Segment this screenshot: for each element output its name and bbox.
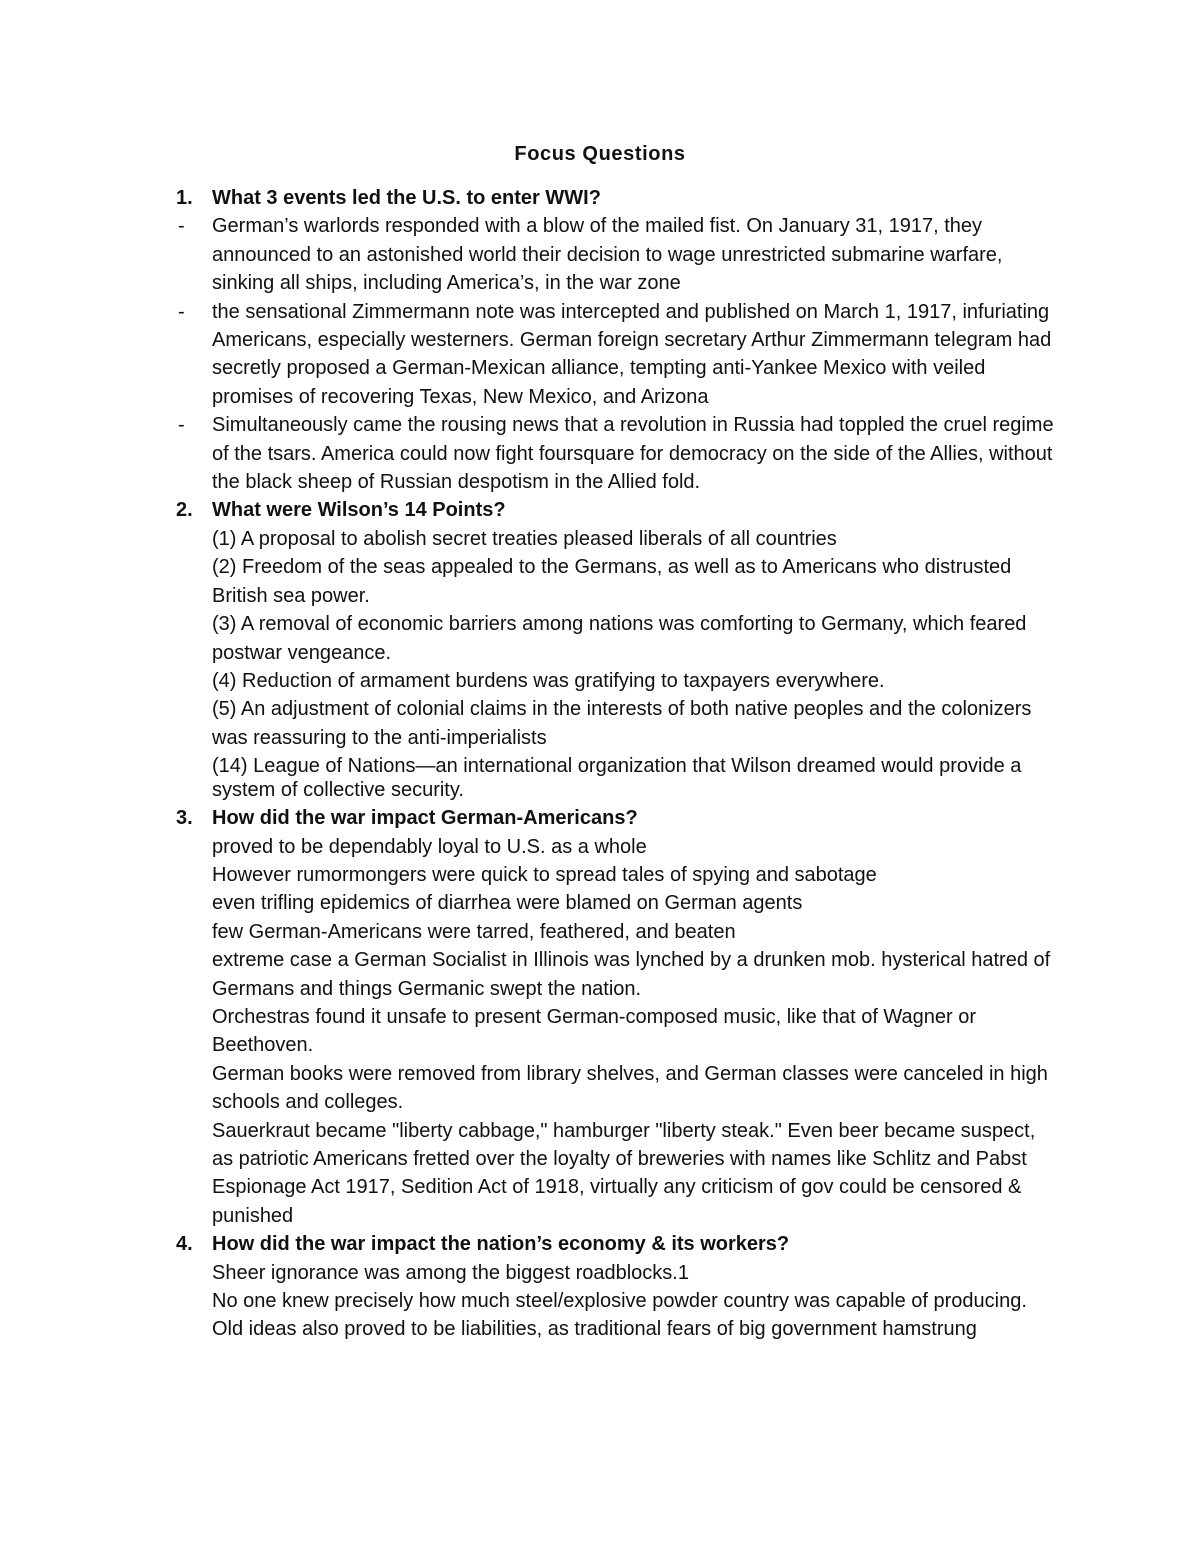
question-2 xyxy=(0,496,1200,524)
list-item: extreme case a German Socialist in Illinois was lynched by a drunken mob. hysterical hatred of Germans and things Germanic swept the nation. xyxy=(212,949,1051,1000)
list-item: Espionage Act 1917, Sedition Act of 1918, virtually any criticism of gov could be censored & punished xyxy=(212,1176,1022,1227)
list-item: proved to be dependably loyal to U.S. as a whole xyxy=(212,835,647,858)
list-item xyxy=(0,298,1200,412)
list-item xyxy=(0,212,1200,297)
dash-bullet: - xyxy=(178,414,185,437)
list-item: even trifling epidemics of diarrhea were blamed on German agents xyxy=(212,892,803,915)
bullet-text: Simultaneously came the rousing news that a revolution in Russia had toppled the cruel regime of the tsars. America could now fight foursquare for democracy on the side of the Allies, without the black sheep of Russian despotism in the Allied fold. xyxy=(212,414,1054,494)
list-item: Sheer ignorance was among the biggest roadblocks.1 xyxy=(212,1261,689,1284)
list-item: (2) Freedom of the seas appealed to the Germans, as well as to Americans who distrusted British sea power. xyxy=(212,556,1012,607)
list-item: Orchestras found it unsafe to present German-composed music, like that of Wagner or Beethoven. xyxy=(212,1005,977,1057)
question-number: 2. xyxy=(176,499,193,522)
list-item: Sauerkraut became "liberty cabbage," hamburger "liberty steak." Even beer became suspect, as patriotic Americans fretted over the loyalty of breweries with names like Schlitz and Pabst xyxy=(212,1119,1036,1170)
question-number: 1. xyxy=(176,187,193,209)
question-number: 3. xyxy=(176,807,193,830)
list-item: few German-Americans were tarred, feathered, and beaten xyxy=(212,920,736,943)
question-3 xyxy=(0,804,1200,832)
document-body xyxy=(0,184,1200,1344)
question-text: What were Wilson’s 14 Points? xyxy=(212,499,506,522)
bullet-text: German’s warlords responded with a blow of the mailed fist. On January 31, 1917, they announced to an astonished world their decision to wage unrestricted submarine warfare, sinking all ships, including America’s, in the war zone xyxy=(212,215,1003,295)
bullet-text: the sensational Zimmermann note was intercepted and published on March 1, 1917, infuriating Americans, especially westerners. German foreign secretary Arthur Zimmermann telegram had secretly proposed a German-Mexican alliance, tempting anti-Yankee Mexico with veiled promises of recovering Texas, New Mexico, and Arizona xyxy=(212,300,1052,408)
question-4 xyxy=(0,1230,1200,1258)
page-title: Focus Questions xyxy=(514,143,686,165)
question-number: 4. xyxy=(176,1233,193,1256)
question-1 xyxy=(0,184,1200,212)
list-item: German books were removed from library shelves, and German classes were canceled in high schools and colleges. xyxy=(212,1062,1048,1114)
question-text: How did the war impact the nation’s economy & its workers? xyxy=(212,1233,790,1256)
list-item: (1) A proposal to abolish secret treaties pleased liberals of all countries xyxy=(212,527,837,550)
list-item: (3) A removal of economic barriers among nations was comforting to Germany, which feared postwar vengeance. xyxy=(212,613,1027,664)
list-item: (5) An adjustment of colonial claims in the interests of both native peoples and the colonizers was reassuring to the anti-imperialists xyxy=(212,698,1032,749)
list-item: However rumormongers were quick to spread tales of spying and sabotage xyxy=(212,863,877,886)
list-item: Old ideas also proved to be liabilities, as traditional fears of big government hamstrung xyxy=(212,1318,977,1341)
dash-bullet: - xyxy=(178,215,185,238)
list-item: No one knew precisely how much steel/explosive powder country was capable of producing. xyxy=(212,1290,1027,1313)
question-text: What 3 events led the U.S. to enter WWI? xyxy=(212,187,601,209)
list-item xyxy=(0,411,1200,496)
list-item: (4) Reduction of armament burdens was gratifying to taxpayers everywhere. xyxy=(212,669,885,692)
question-text: How did the war impact German-Americans? xyxy=(212,807,638,830)
list-item: (14) League of Nations—an international organization that Wilson dreamed would provide a system of collective security. xyxy=(212,755,1022,802)
dash-bullet: - xyxy=(178,300,185,323)
